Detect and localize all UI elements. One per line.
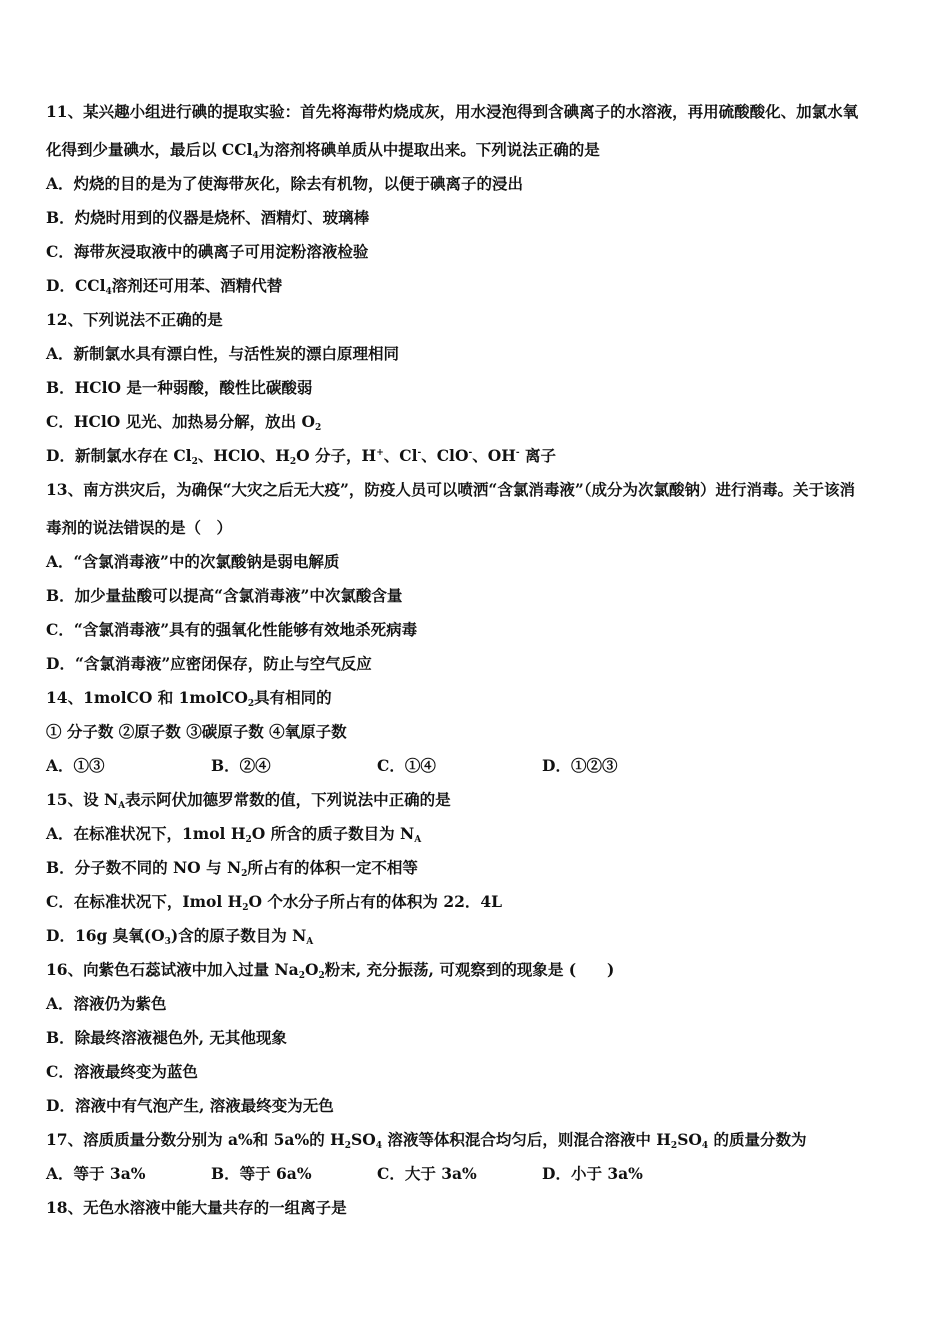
q13-option-b: B．加少量盐酸可以提高“含氯消毒液”中次氯酸含量 (46, 586, 403, 605)
q12-d-sup1: + (376, 448, 384, 458)
q17-stem (46, 1129, 807, 1151)
q12-d-a: D．新制氯水存在 Cl (46, 446, 192, 465)
q12-d-sup3: - (468, 448, 473, 458)
q17-stem-b: SO (351, 1130, 376, 1149)
q16-stem-a: 16、向紫色石蕊试液中加入过量 Na (46, 960, 299, 979)
q12-d-sup2: - (417, 448, 422, 458)
q14-option-d: D．①②③ (542, 756, 618, 775)
q11-stem-text-2b: 为溶剂将碘单质从中提取出来。下列说法正确的是 (258, 140, 600, 159)
q12-d-sup4: - (515, 448, 520, 458)
q15-stem-b: 表示阿伏加德罗常数的值，下列说法中正确的是 (125, 790, 451, 809)
q14-stem-b: 具有相同的 (254, 688, 332, 707)
q17-stem-sub3: 2 (670, 1141, 678, 1151)
q15-d-b: )含的原子数目为 N (170, 926, 307, 945)
q16-stem-sub1: 2 (298, 971, 305, 981)
q17-option-d: D．小于 3a% (542, 1164, 643, 1183)
q17-stem-sub4: 4 (701, 1141, 709, 1151)
q17-option-c: C．大于 3a% (377, 1164, 477, 1183)
q15-option-a (46, 823, 421, 845)
q12-d-g: 离子 (519, 446, 557, 465)
q17-stem-e: 的质量分数为 (708, 1130, 807, 1149)
q15-d-sub1: 3 (164, 937, 171, 947)
q14-stem-sub: 2 (247, 699, 255, 709)
q15-stem (46, 789, 451, 811)
q16-option-d: D．溶液中有气泡产生, 溶液最终变为无色 (46, 1096, 334, 1115)
q15-b-sub: 2 (241, 869, 248, 879)
q12-d-e: 、ClO (421, 446, 469, 465)
q11-option-a: A．灼烧的目的是为了使海带灰化，除去有机物，以便于碘离子的浸出 (46, 174, 524, 193)
q12-c-text: C．HClO 见光、加热易分解，放出 O (46, 412, 316, 431)
q16-stem-b: O (304, 960, 319, 979)
q12-d-f: 、OH (472, 446, 516, 465)
q15-a-sub1: 2 (245, 835, 252, 845)
q11-option-d (46, 275, 282, 297)
q11-stem-line1 (46, 101, 858, 123)
q11-stem-text-2a: 化得到少量碘水，最后以 CCl (46, 140, 253, 159)
q15-b-b: 所占有的体积一定不相等 (247, 858, 418, 877)
q13-stem-line1: 13、南方洪灾后，为确保“大灾之后无大疫”，防疫人员可以喷洒“含氯消毒液”（成分为次氯酸钠）进行消毒。关于该消 (46, 480, 855, 499)
q11-option-b: B．灼烧时用到的仪器是烧杯、酒精灯、玻璃棒 (46, 208, 370, 227)
q17-option-b: B．等于 6a% (211, 1164, 312, 1183)
q12-d-sub2: 2 (289, 457, 297, 467)
q17-stem-sub2: 4 (375, 1141, 382, 1151)
q15-d-sub2: A (306, 937, 314, 947)
q15-c-a: C．在标准状况下，Imol H (46, 892, 243, 911)
q18-stem: 18、无色水溶液中能大量共存的一组离子是 (46, 1198, 347, 1217)
q12-option-c (46, 411, 321, 433)
q14-option-b: B．②④ (211, 756, 271, 775)
q14-stem-a: 14、1molCO 和 1molCO (46, 688, 248, 707)
q11-stem-line2 (46, 139, 600, 161)
q13-option-c: C．“含氯消毒液”具有的强氧化性能够有效地杀死病毒 (46, 620, 418, 639)
q11-stem-text-1: 11、某兴趣小组进行碘的提取实验：首先将海带灼烧成灰，用水浸泡得到含碘离子的水溶液，再用硫酸酸化、加氯水氧 (46, 102, 859, 121)
q13-option-d: D．“含氯消毒液”应密闭保存，防止与空气反应 (46, 654, 372, 673)
q15-stem-a: 15、设 N (46, 790, 119, 809)
q16-stem-c: 粉末, 充分振荡, 可观察到的现象是 ( ) (324, 960, 615, 979)
q15-d-a: D．16g 臭氧(O (46, 926, 165, 945)
q12-option-a: A．新制氯水具有漂白性，与活性炭的漂白原理相同 (46, 344, 400, 363)
q17-stem-a: 17、溶质质量分数分别为 a%和 5a%的 H (46, 1130, 345, 1149)
q15-a-sub2: A (414, 835, 422, 845)
q15-option-d (46, 925, 313, 947)
q12-option-d (46, 445, 556, 467)
q15-a-b: O 所含的质子数目为 N (251, 824, 415, 843)
q17-option-a: A．等于 3a% (46, 1164, 146, 1183)
q11-d-text-b: 溶剂还可用苯、酒精代替 (111, 276, 283, 295)
q15-b-a: B．分子数不同的 NO 与 N (46, 858, 242, 877)
q14-items: ① 分子数 ②原子数 ③碳原子数 ④氧原子数 (46, 722, 347, 741)
q13-option-a: A．“含氯消毒液”中的次氯酸钠是弱电解质 (46, 552, 340, 571)
q17-stem-sub1: 2 (344, 1141, 351, 1151)
q17-stem-c: 溶液等体积混合均匀后，则混合溶液中 H (381, 1130, 671, 1149)
q13-stem-line2: 毒剂的说法错误的是（ ） (46, 518, 233, 537)
q15-c-b: O 个水分子所占有的体积为 22．4L (248, 892, 503, 911)
q16-option-c: C．溶液最终变为蓝色 (46, 1062, 198, 1081)
q16-option-b: B．除最终溶液褪色外, 无其他现象 (46, 1028, 287, 1047)
q11-option-c: C．海带灰浸取液中的碘离子可用淀粉溶液检验 (46, 242, 369, 261)
q12-stem: 12、下列说法不正确的是 (46, 310, 223, 329)
q16-stem-sub2: 2 (318, 971, 325, 981)
q15-option-c (46, 891, 502, 913)
q14-option-a: A．①③ (46, 756, 105, 775)
q11-d-text-a: D．CCl (46, 276, 106, 295)
q12-d-d: 、Cl (383, 446, 418, 465)
q14-option-c: C．①④ (377, 756, 436, 775)
q12-option-b: B．HClO 是一种弱酸，酸性比碳酸弱 (46, 378, 313, 397)
q11-stem-sub: 4 (252, 151, 259, 161)
q14-stem (46, 687, 332, 709)
q15-option-b (46, 857, 418, 879)
q12-d-sub1: 2 (191, 457, 198, 467)
q15-c-sub: 2 (242, 903, 249, 913)
q17-stem-d: SO (677, 1130, 702, 1149)
q12-d-c: O 分子，H (296, 446, 377, 465)
q16-option-a: A．溶液仍为紫色 (46, 994, 167, 1013)
q11-d-sub: 4 (105, 287, 112, 297)
q12-d-b: 、HClO、H (197, 446, 290, 465)
q15-stem-sub: A (118, 801, 126, 811)
q15-a-a: A．在标准状况下，1mol H (46, 824, 246, 843)
q16-stem (46, 959, 614, 981)
q12-c-sub: 2 (315, 423, 322, 433)
